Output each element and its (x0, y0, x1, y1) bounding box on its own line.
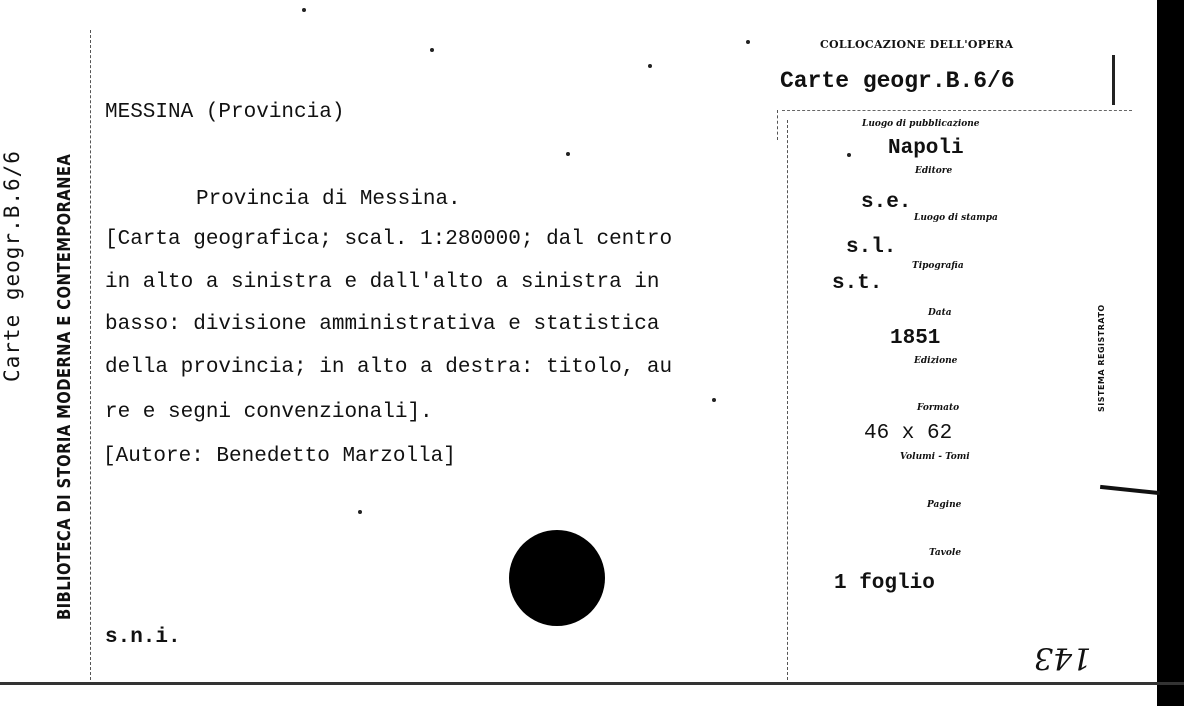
tipografia-value: s.t. (832, 272, 883, 295)
handwritten-number: 143 (1034, 640, 1092, 675)
collocazione-label: COLLOCAZIONE DELL'OPERA (820, 38, 1014, 51)
data-value: 1851 (890, 327, 941, 350)
speck (566, 152, 570, 156)
bullet-dot (847, 153, 851, 157)
collocazione-bottom-line (782, 110, 1132, 111)
luogo-pubblicazione-value: Napoli (888, 137, 964, 160)
card-bottom-edge (0, 682, 1184, 685)
speck (358, 510, 362, 514)
description-line-6: re e segni convenzionali]. (105, 401, 433, 424)
luogo-stampa-label: Luogo di stampa (914, 213, 998, 223)
left-margin-line (90, 30, 91, 680)
description-line-1: Provincia di Messina. (196, 188, 461, 211)
pen-stroke (1100, 485, 1160, 495)
speck (746, 40, 750, 44)
formato-value: 46 x 62 (864, 422, 953, 445)
volumi-label: Volumi - Tomi (900, 452, 970, 462)
tavole-value: 1 foglio (834, 572, 935, 595)
speck (430, 48, 434, 52)
description-line-7: [Autore: Benedetto Marzolla] (103, 445, 456, 468)
pagine-label: Pagine (927, 500, 962, 510)
collocazione-value: Carte geogr.B.6/6 (780, 68, 1015, 94)
sni-note: s.n.i. (105, 626, 181, 649)
collocazione-box-edge (1112, 55, 1115, 105)
library-name-vertical: BIBLIOTECA DI STORIA MODERNA E CONTEMPORANEA (54, 153, 75, 621)
tavole-label: Tavole (929, 548, 962, 558)
description-line-2: [Carta geografica; scal. 1:280000; dal centro (105, 228, 673, 251)
tipografia-label: Tipografia (912, 261, 964, 271)
registered-system-vertical: SISTEMA REGISTRATO (1097, 304, 1106, 412)
speck (712, 398, 716, 402)
scan-edge-band (1157, 0, 1184, 706)
right-column-divider (787, 120, 788, 680)
punch-hole (509, 530, 605, 626)
description-line-5: della provincia; in alto a destra: titolo, au (105, 356, 673, 379)
editore-label: Editore (915, 166, 953, 176)
luogo-stampa-value: s.l. (846, 236, 897, 259)
formato-label: Formato (917, 403, 960, 413)
description-line-3: in alto a sinistra e dall'alto a sinistra in (105, 271, 660, 294)
description-line-4: basso: divisione amministrativa e statistica (105, 313, 660, 336)
editore-value: s.e. (861, 191, 912, 214)
speck (302, 8, 306, 12)
divider-tick (777, 110, 778, 140)
card-heading: MESSINA (Provincia) (105, 101, 345, 124)
data-label: Data (928, 308, 952, 318)
edizione-label: Edizione (914, 356, 958, 366)
luogo-pubblicazione-label: Luogo di pubblicazione (862, 119, 980, 129)
side-shelfmark: Carte geogr.B.6/6 (0, 150, 24, 382)
speck (648, 64, 652, 68)
